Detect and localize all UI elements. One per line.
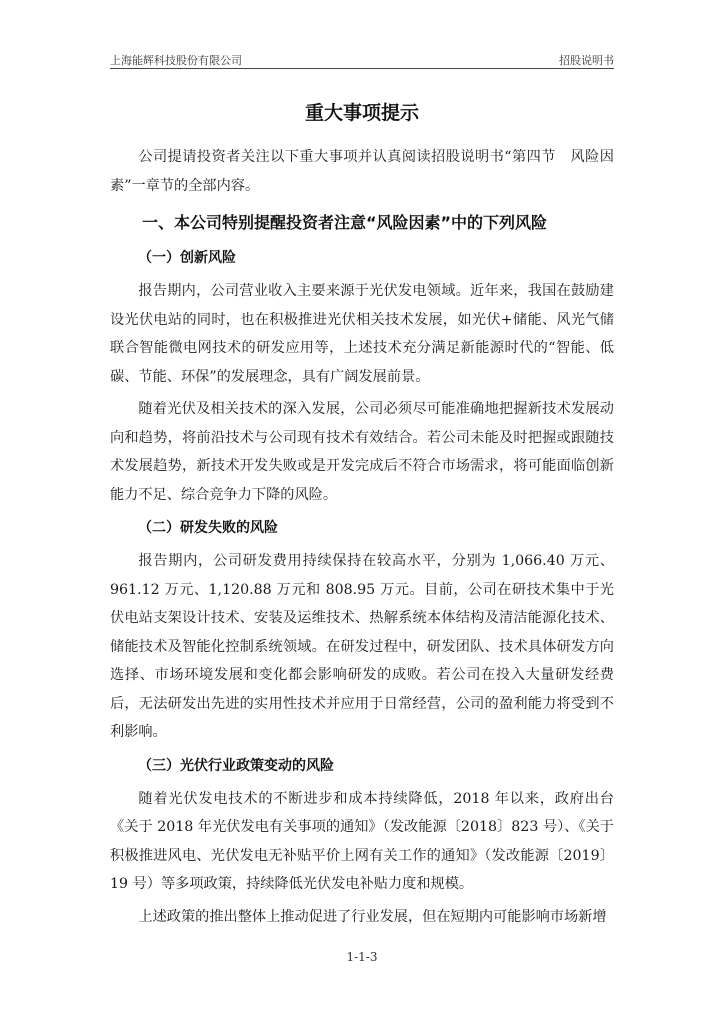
page-title: 重大事项提示	[304, 102, 419, 124]
header-rule	[110, 68, 614, 69]
subsection-heading-policy-risk: （三）光伏行业政策变动的风险	[138, 757, 334, 774]
paragraph: 随着光伏及相关技术的深入发展，公司必须尽可能准确地把握新技术发展动向和趋势，将前沿技术与公司现有技术有效结合。若公司未能及时把握或跟随技术发展趋势，新技术开发失败或是开发完成后不符合市场需求，将可能面临创新能力不足、综合竞争力下降的风险。	[110, 401, 614, 503]
paragraph: 报告期内，公司研发费用持续保持在较高水平，分别为 1,066.40 万元、961.12 万元、1,120.88 万元和 808.95 万元。目前，公司在研技术集中于光伏电站支架设计技术、安装及运维技术、热解系统本体结构及清洁能源化技术、储能技术及智能化控制系统领域。在研发过程中，研发团队、技术具体研发方向选择、市场环境发展和变化都会影响研发的成败。若公司在投入大量研发经费后，无法研发出先进的实用性技术并应用于日常经营，公司的盈利能力将受到不利影响。	[110, 553, 614, 740]
intro-paragraph: 公司提请投资者关注以下重大事项并认真阅读招股说明书“第四节 风险因素”一章节的全部内容。	[110, 149, 614, 194]
page-number: 1-1-3	[346, 950, 378, 964]
subsection-heading-rd-failure-risk: （二）研发失败的风险	[138, 520, 278, 536]
page-content	[110, 98, 614, 935]
running-header	[110, 52, 614, 68]
subsection-heading-innovation-risk: （一）创新风险	[138, 250, 236, 266]
paragraph: 随着光伏发电技术的不断进步和成本持续降低，2018 年以来，政府出台《关于 2018 年光伏发电有关事项的通知》（发改能源〔2018〕823 号）、《关于积极推进风电、光伏发电无补贴平价上网有关工作的通知》（发改能源〔2019〕19 号）等多项政策，持续降低光伏发电补贴力度和规模。	[110, 790, 614, 892]
paragraph: 报告期内，公司营业收入主要来源于光伏发电领域。近年来，我国在鼓励建设光伏电站的同时，也在积极推进光伏相关技术发展，如光伏+储能、风光气储联合智能微电网技术的研发应用等，上述技术充分满足新能源时代的“智能、低碳、节能、环保”的发展理念，具有广阔发展前景。	[110, 283, 614, 385]
company-name: 上海能辉科技股份有限公司	[110, 54, 242, 67]
document-type: 招股说明书	[559, 54, 614, 67]
paragraph: 上述政策的推出整体上推动促进了行业发展，但在短期内可能影响市场新增	[138, 908, 607, 925]
section-heading: 一、本公司特别提醒投资者注意“风险因素”中的下列风险	[142, 213, 548, 232]
